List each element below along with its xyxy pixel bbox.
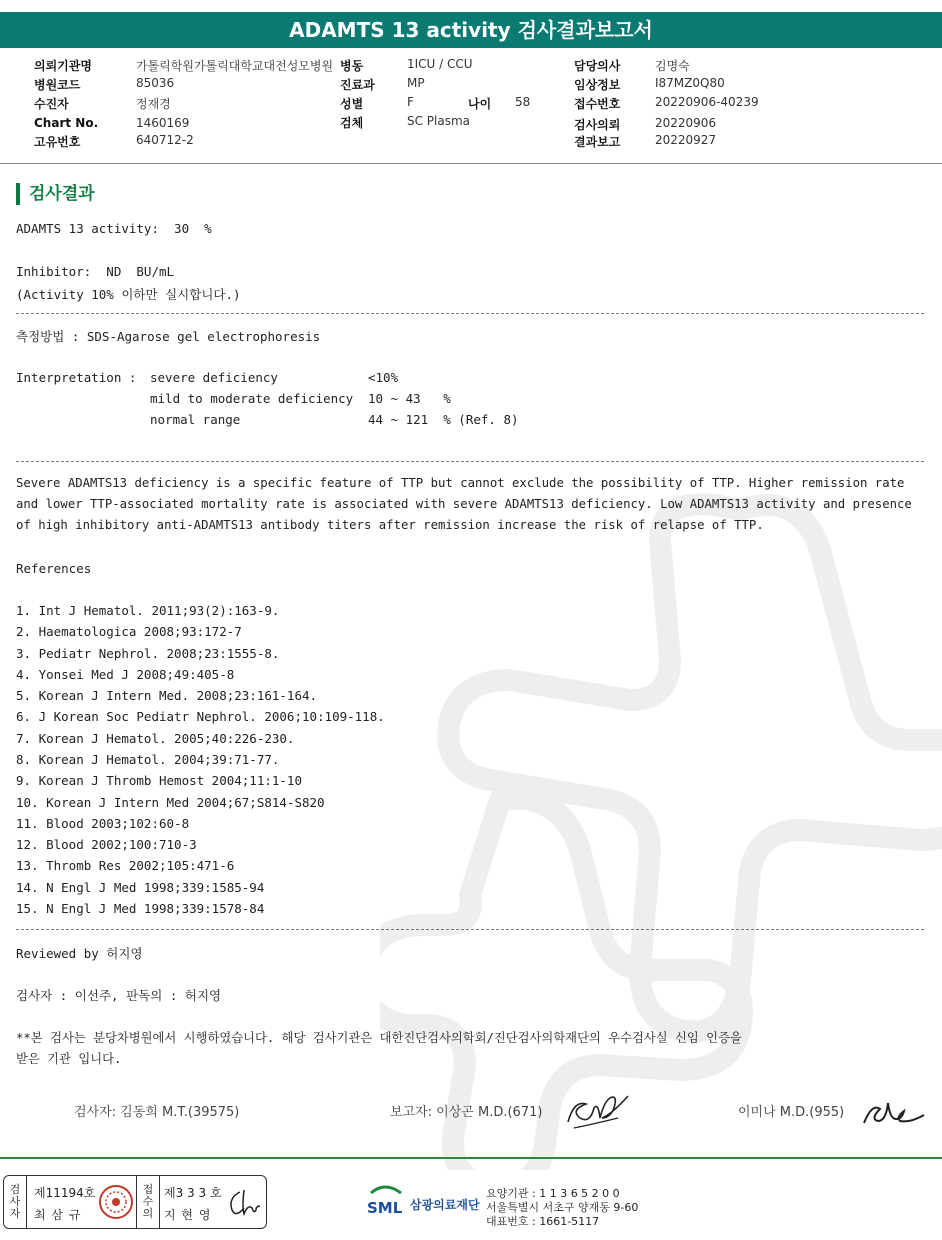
footer-divider — [0, 1157, 942, 1159]
reference-item: 9. Korean J Thromb Hemost 2004;11:1-10 — [16, 773, 302, 788]
header-divider — [0, 163, 942, 164]
reference-item: 10. Korean J Intern Med 2004;67;S814-S820 — [16, 795, 325, 810]
watermark-cross-graphic — [380, 470, 942, 1170]
interpretation-label: Interpretation : — [16, 370, 137, 385]
reporter-signature-label: 보고자: 이상곤 M.D.(671) — [390, 1105, 543, 1120]
receiver-signature-image — [226, 1186, 262, 1220]
request-date-value: 20220906 — [655, 116, 717, 130]
license-2: 제3 3 3 호 — [164, 1186, 222, 1200]
inhibitor-result: Inhibitor: ND BU/mL — [16, 264, 175, 279]
interp-row-label: severe deficiency — [150, 370, 278, 385]
clinical-info-value: I87MZ0Q80 — [655, 76, 725, 90]
examiner-vertical-label: 검사자 — [9, 1183, 21, 1220]
dept-label: 진료과 — [340, 78, 375, 92]
sex-value: F — [407, 95, 414, 109]
org-name: 삼광의료재단 — [410, 1198, 480, 1212]
reference-item: 7. Korean J Hematol. 2005;40:226-230. — [16, 731, 295, 746]
examiners-line: 검사자 : 이선주, 판독의 : 허지영 — [16, 988, 222, 1003]
comment-line: of high inhibitory anti-ADAMTS13 antibody titers after remission increase the risk of relapse of TTP. — [16, 518, 764, 532]
chart-no-label: Chart No. — [34, 116, 99, 130]
name-2: 지 현 영 — [164, 1208, 212, 1222]
sml-logo-icon — [365, 1183, 405, 1219]
third-signature-image — [860, 1095, 926, 1131]
reviewed-by: Reviewed by 허지영 — [16, 946, 143, 961]
reference-item: 13. Thromb Res 2002;105:471-6 — [16, 858, 235, 873]
box-cell — [136, 1176, 160, 1228]
interp-row-label: mild to moderate deficiency — [150, 391, 354, 406]
reference-item: 3. Pediatr Nephrol. 2008;23:1555-8. — [16, 646, 280, 661]
name-1: 최 삼 규 — [34, 1208, 82, 1222]
interp-row-label: normal range — [150, 412, 241, 427]
reference-item: 2. Haematologica 2008;93:172-7 — [16, 624, 242, 639]
comment-line: and lower TTP-associated mortality rate is associated with severe ADAMTS13 deficiency. Low ADAMTS13 activity and presence — [16, 497, 912, 511]
third-signature-label: 이미나 M.D.(955) — [738, 1105, 845, 1120]
specimen-label: 검체 — [340, 116, 364, 130]
dept-value: MP — [407, 76, 425, 90]
org-address: 서울특별시 서초구 양재동 9-60 — [486, 1201, 639, 1214]
method-line: 측정방법 : SDS-Agarose gel electrophoresis — [16, 329, 321, 344]
certification-line: 받은 기관 입니다. — [16, 1052, 122, 1066]
box-cell — [4, 1176, 27, 1228]
activity-result: ADAMTS 13 activity: 30 % — [16, 221, 212, 236]
age-value: 58 — [515, 95, 531, 109]
references-title: References — [16, 561, 92, 576]
org-phone: 대표번호 : 1661-5117 — [486, 1215, 600, 1228]
age-label: 나이 — [468, 97, 492, 111]
section-title: 검사결과 — [16, 183, 95, 205]
hospital-code-value: 85036 — [136, 76, 175, 90]
unique-no-value: 640712-2 — [136, 133, 194, 147]
receipt-no-value: 20220906-40239 — [655, 95, 759, 109]
doctor-value: 김명숙 — [655, 59, 690, 73]
reference-item: 11. Blood 2003;102:60-8 — [16, 816, 190, 831]
dashed-divider — [16, 461, 924, 462]
patient-header — [0, 54, 942, 164]
reference-item: 4. Yonsei Med J 2008;49:405-8 — [16, 667, 235, 682]
ward-label: 병동 — [340, 59, 364, 73]
ward-value: 1ICU / CCU — [407, 57, 473, 71]
chart-no-value: 1460169 — [136, 116, 190, 130]
dashed-divider — [16, 929, 924, 930]
hospital-code-label: 병원코드 — [34, 78, 81, 92]
patient-label: 수진자 — [34, 97, 69, 111]
doctor-label: 담당의사 — [574, 59, 621, 73]
institution-value: 가톨릭학원가톨릭대학교대전성모병원 — [136, 59, 334, 73]
reference-item: 1. Int J Hematol. 2011;93(2):163-9. — [16, 603, 280, 618]
sml-logo-text: SML — [367, 1199, 403, 1217]
receipt-no-label: 접수번호 — [574, 97, 621, 111]
reference-item: 14. N Engl J Med 1998;339:1585-94 — [16, 880, 265, 895]
comment-line: Severe ADAMTS13 deficiency is a specific feature of TTP but cannot exclude the possibility of TTP. Higher remission rate — [16, 476, 905, 490]
institution-label: 의뢰기관명 — [34, 59, 92, 73]
sex-label: 성별 — [340, 97, 364, 111]
specimen-value: SC Plasma — [407, 114, 471, 128]
reference-item: 15. N Engl J Med 1998;339:1578-84 — [16, 901, 265, 916]
dashed-divider — [16, 313, 924, 314]
license-1: 제11194호 — [34, 1186, 96, 1200]
report-date-label: 결과보고 — [574, 135, 621, 149]
certification-line: **본 검사는 분당차병원에서 시행하였습니다. 해당 검사기관은 대한진단검사의학회/진단검사의학재단의 우수검사실 신임 인증을 — [16, 1031, 742, 1045]
seal-stamp-icon — [98, 1184, 134, 1220]
unique-no-label: 고유번호 — [34, 135, 81, 149]
reporter-signature-image — [560, 1092, 636, 1132]
inhibitor-note: (Activity 10% 이하만 실시합니다.) — [16, 287, 241, 302]
interp-row-value: 10 ~ 43 % — [368, 391, 451, 406]
report-date-value: 20220927 — [655, 133, 717, 147]
interp-row-value: <10% — [368, 370, 399, 385]
care-code: 요양기관 : 1 1 3 6 5 2 0 0 — [486, 1187, 620, 1200]
interp-row-value: 44 ~ 121 % (Ref. 8) — [368, 412, 519, 427]
reference-item: 6. J Korean Soc Pediatr Nephrol. 2006;10:109-118. — [16, 709, 385, 724]
signatory-box — [3, 1175, 267, 1229]
patient-value: 정재경 — [136, 97, 171, 111]
receiver-vertical-label: 접수의 — [142, 1183, 154, 1220]
reference-item: 8. Korean J Hematol. 2004;39:71-77. — [16, 752, 280, 767]
reference-item: 5. Korean J Intern Med. 2008;23:161-164. — [16, 688, 318, 703]
tester-signature-label: 검사자: 김동희 M.T.(39575) — [74, 1105, 240, 1120]
request-date-label: 검사의뢰 — [574, 118, 621, 132]
report-title: ADAMTS 13 activity 검사결과보고서 — [0, 12, 942, 48]
reference-item: 12. Blood 2002;100:710-3 — [16, 837, 197, 852]
clinical-info-label: 임상정보 — [574, 78, 621, 92]
